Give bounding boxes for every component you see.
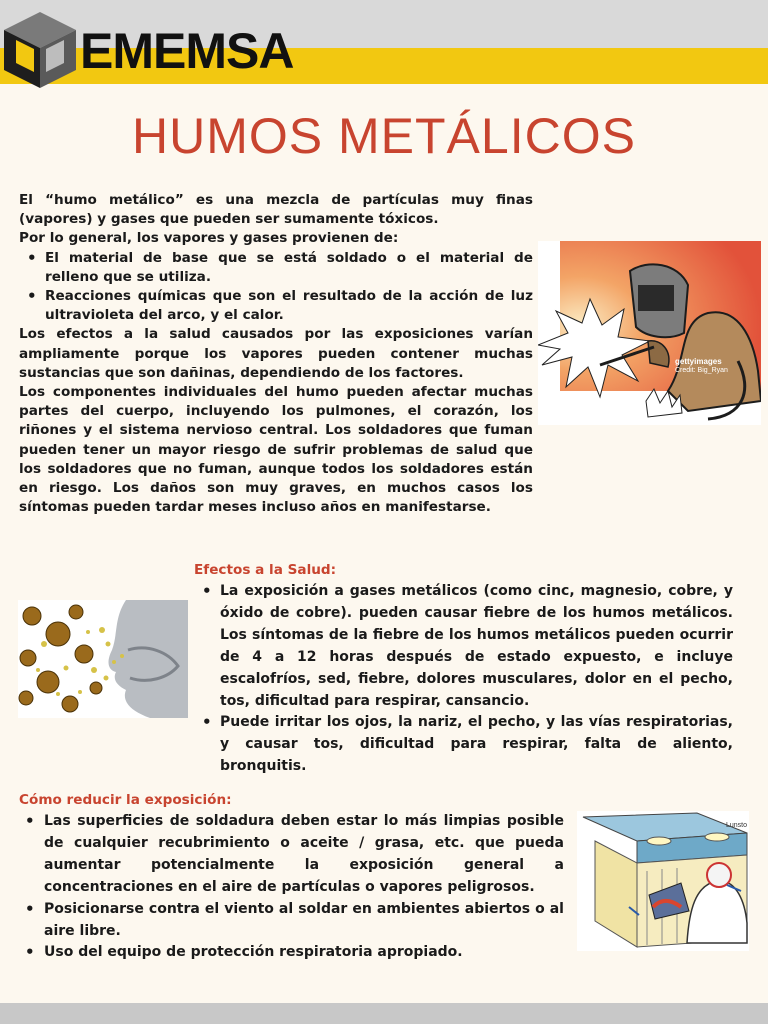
intro-paragraph-3: Los efectos a la salud causados por las exposiciones varían ampliamente porque los vapores pueden contener muchas sustancias que son dañinas, dependiendo de los factores. xyxy=(19,326,533,381)
intro-paragraph-4: Los componentes individuales del humo pueden afectar muchas partes del cuerpo, incluyendo los pulmones, el corazón, los riñones y el sistema nervioso central. Los soldadores que fuman pueden tener un mayor riesgo de sufrir problemas de salud que los soldadores que no fuman, aunque todos los soldadores están en riesgo. Los daños son muy graves, en muchos casos los síntomas pueden tardar meses incluso años en manifestarse. xyxy=(19,384,533,516)
list-item: • Uso del equipo de protección respiratoria apropiado. xyxy=(19,942,564,964)
booth-image-label: Lunsto xyxy=(725,822,747,829)
page-title: HUMOS METÁLICOS xyxy=(132,108,636,164)
efectos-section xyxy=(196,581,733,778)
intro-list xyxy=(19,249,533,326)
list-item: • Puede irritar los ojos, la nariz, el pecho, y las vías respiratorias, y causar tos, dificultad para respirar, falta de aliento, bronquitis. xyxy=(196,712,733,778)
list-item: • La exposición a gases metálicos (como cinc, magnesio, cobre, y óxido de cobre). pueden causar fiebre de los humos metálicos. Los síntomas de la fiebre de los humos metálicos pueden ocurrir de 4 a 12 horas después de estado expuesto, e incluye escalofríos, sed, fiebre, dolores musculares, dolor en el pecho, tos, dificultad para respirar, cansancio. xyxy=(196,581,733,712)
list-item: • El material de base que se está soldado o el material de relleno que se utiliza. xyxy=(19,249,533,287)
brand-name: EMEMSA xyxy=(80,23,294,79)
welder-image xyxy=(538,241,761,425)
list-item: • Reacciones químicas que son el resultado de la acción de luz ultravioleta del arco, y el calor. xyxy=(19,287,533,325)
list-item: • Posicionarse contra el viento al soldar en ambientes abiertos o al aire libre. xyxy=(19,899,564,943)
list-item: • Las superficies de soldadura deben estar lo más limpias posible de cualquier recubrimiento o aceite / grasa, etc. que pueda aumentar potencialmente la exposición general a concentraciones en el aire de partículas o vapores peligrosos. xyxy=(19,811,564,899)
reducir-section xyxy=(19,811,564,964)
footer-gray-band xyxy=(0,1003,768,1024)
welder-image-credit: gettyimages Credit: Big_Ryan xyxy=(675,357,728,374)
efectos-list xyxy=(196,581,733,778)
intro-paragraph-2: Por lo general, los vapores y gases provienen de: xyxy=(19,230,399,247)
intro-section xyxy=(19,191,533,517)
breathing-particles-image xyxy=(18,600,188,718)
reducir-heading: Cómo reducir la exposición: xyxy=(19,792,232,808)
ventilation-booth-image xyxy=(577,811,749,951)
reducir-list xyxy=(19,811,564,964)
ememsa-logo-icon xyxy=(2,10,78,90)
efectos-heading: Efectos a la Salud: xyxy=(194,562,337,578)
intro-paragraph-1: El “humo metálico” es una mezcla de partículas muy finas (vapores) y gases que pueden ser sumamente tóxicos. xyxy=(19,192,533,228)
